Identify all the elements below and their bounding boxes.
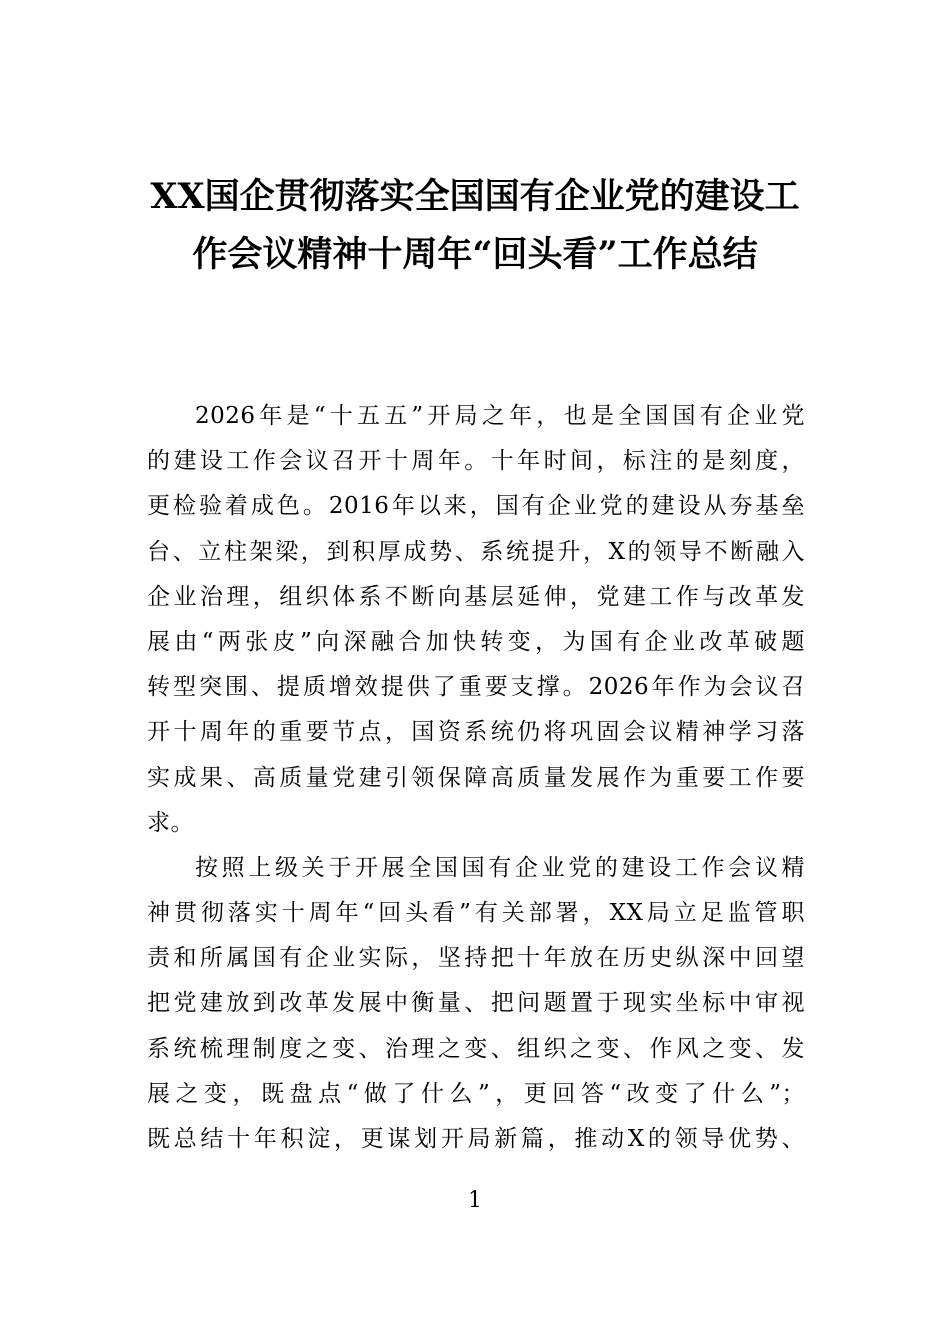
text-line: 实成果、高质量党建引领保障高质量发展作为重要工作要	[147, 764, 805, 791]
title-line: XX国企贯彻落实全国国有企业党的建设工	[150, 176, 800, 217]
text-line: 企业治理，组织体系不断向基层延伸，党建工作与改革发	[147, 583, 805, 610]
document-title	[120, 168, 830, 284]
text-line: 台、立柱架梁，到积厚成势、系统提升，X的领导不断融入	[147, 538, 805, 565]
paragraph-2	[147, 846, 805, 1162]
text-line: 神贯彻落实十周年“回头看”有关部署，XX局立足监管职	[147, 900, 805, 927]
text-line: 更检验着成色。2016年以来，国有企业党的建设从夯基垒	[147, 493, 805, 520]
text-line: 按照上级关于开展全国国有企业党的建设工作会议精	[195, 854, 805, 881]
text-line: 展由“两张皮”向深融合加快转变，为国有企业改革破题	[147, 628, 805, 655]
document-body	[147, 394, 805, 1162]
paragraph-1	[147, 394, 805, 846]
text-line: 责和所属国有企业实际，坚持把十年放在历史纵深中回望	[147, 945, 805, 972]
text-line: 开十周年的重要节点，国资系统仍将巩固会议精神学习落	[147, 719, 805, 746]
text-line: 2026年是“十五五”开局之年，也是全国国有企业党	[195, 403, 805, 429]
text-line: 转型突围、提质增效提供了重要支撑。2026年作为会议召	[147, 674, 805, 701]
text-line: 的建设工作会议召开十周年。十年时间，标注的是刻度，	[147, 448, 805, 475]
text-line: 把党建放到改革发展中衡量、把问题置于现实坐标中审视	[147, 990, 805, 1017]
text-line: 求。	[147, 809, 194, 836]
text-line: 展之变，既盘点“做了什么”，更回答“改变了什么”；	[147, 1080, 805, 1107]
text-line: 既总结十年积淀，更谋划开局新篇，推动X的领导优势、	[147, 1126, 805, 1152]
title-line: 作会议精神十周年“回头看”工作总结	[192, 234, 758, 275]
page-number: 1	[468, 1188, 482, 1213]
text-line: 系统梳理制度之变、治理之变、组织之变、作风之变、发	[147, 1035, 805, 1062]
